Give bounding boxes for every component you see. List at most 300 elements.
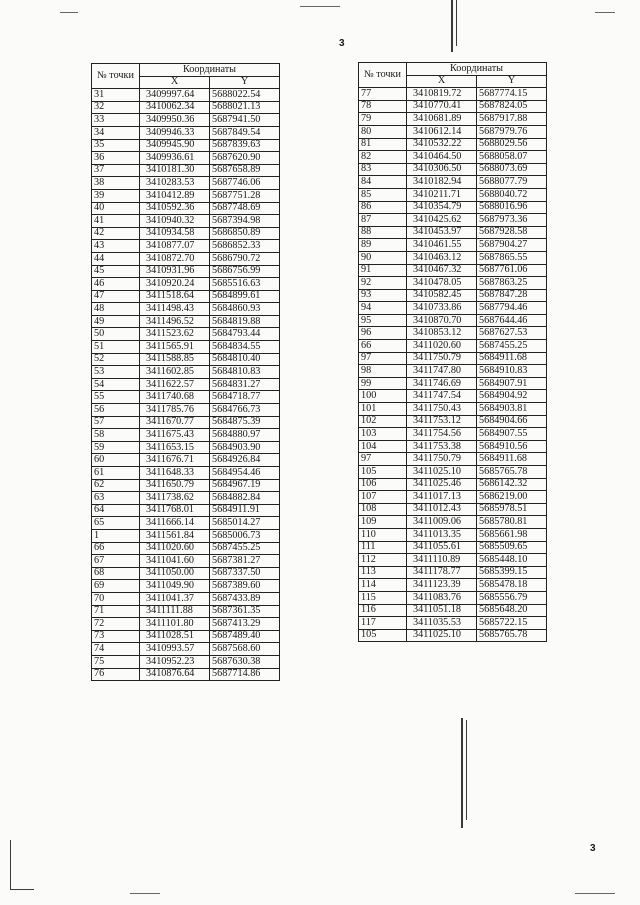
cell-point-number: 43	[92, 240, 140, 253]
cell-x: 3410934.58	[140, 227, 210, 240]
table-row	[92, 126, 280, 139]
cell-x: 3411753.12	[407, 415, 477, 428]
cell-y: 5684831.27	[210, 378, 280, 391]
table-row	[92, 366, 280, 379]
cell-x: 3410425.62	[407, 214, 477, 227]
cell-x: 3411670.77	[140, 416, 210, 429]
header-coordinates: Координаты	[407, 63, 547, 76]
cell-x: 3410461.55	[407, 239, 477, 252]
cell-point-number: 33	[92, 114, 140, 127]
cell-point-number: 84	[359, 176, 407, 189]
table-row	[359, 188, 547, 201]
table-row	[92, 479, 280, 492]
table-row	[359, 453, 547, 466]
cell-y: 5684904.66	[477, 415, 547, 428]
cell-x: 3410920.24	[140, 278, 210, 291]
cell-x: 3411178.77	[407, 566, 477, 579]
cell-y: 5685765.78	[477, 629, 547, 642]
table-row	[359, 100, 547, 113]
table-row	[92, 517, 280, 530]
cell-point-number: 59	[92, 441, 140, 454]
cell-y: 5687455.25	[477, 340, 547, 353]
cell-point-number: 53	[92, 366, 140, 379]
table-body-right	[359, 88, 547, 642]
cell-point-number: 85	[359, 188, 407, 201]
cell-y: 5687381.27	[210, 555, 280, 568]
cell-y: 5687979.76	[477, 125, 547, 138]
table-row	[359, 503, 547, 516]
cell-point-number: 51	[92, 341, 140, 354]
table-row	[359, 579, 547, 592]
cell-y: 5687489.40	[210, 630, 280, 643]
cell-point-number: 87	[359, 214, 407, 227]
table-row	[359, 340, 547, 353]
table-row	[359, 516, 547, 529]
cell-y: 5688058.07	[477, 151, 547, 164]
cell-x: 3411123.39	[407, 579, 477, 592]
cell-point-number: 1	[92, 529, 140, 542]
table-row	[92, 378, 280, 391]
table-row	[92, 504, 280, 517]
cell-point-number: 42	[92, 227, 140, 240]
cell-x: 3410952.23	[140, 655, 210, 668]
cell-x: 3411051.18	[407, 604, 477, 617]
cell-point-number: 111	[359, 541, 407, 554]
cell-y: 5684911.68	[477, 352, 547, 365]
cell-x: 3411588.85	[140, 353, 210, 366]
table-row	[359, 604, 547, 617]
cell-point-number: 48	[92, 303, 140, 316]
table-row	[92, 303, 280, 316]
cell-point-number: 36	[92, 152, 140, 165]
cell-y: 5684880.97	[210, 429, 280, 442]
cell-x: 3410467.32	[407, 264, 477, 277]
cell-y: 5687337.50	[210, 567, 280, 580]
table-row	[359, 251, 547, 264]
table-row	[359, 239, 547, 252]
cell-point-number: 99	[359, 377, 407, 390]
cell-point-number: 66	[359, 340, 407, 353]
table-row	[359, 201, 547, 214]
table-row	[359, 377, 547, 390]
header-x: X	[407, 75, 477, 88]
cell-x: 3410592.36	[140, 202, 210, 215]
cell-point-number: 61	[92, 467, 140, 480]
cell-y: 5685556.79	[477, 591, 547, 604]
table-row	[359, 591, 547, 604]
page-number-top: 3	[339, 38, 345, 49]
cell-y: 5686852.33	[210, 240, 280, 253]
table-row	[359, 528, 547, 541]
cell-point-number: 47	[92, 290, 140, 303]
cell-y: 5687714.86	[210, 668, 280, 681]
cell-y: 5687847.28	[477, 289, 547, 302]
cell-y: 5687433.89	[210, 592, 280, 605]
cell-y: 5685478.18	[477, 579, 547, 592]
table-row	[92, 580, 280, 593]
table-row	[92, 655, 280, 668]
cell-x: 3411740.68	[140, 391, 210, 404]
cell-y: 5687394.98	[210, 215, 280, 228]
cell-y: 5687849.54	[210, 126, 280, 139]
cell-x: 3410283.53	[140, 177, 210, 190]
cell-x: 3410453.97	[407, 226, 477, 239]
cell-x: 3411523.62	[140, 328, 210, 341]
cell-point-number: 94	[359, 302, 407, 315]
table-row	[92, 252, 280, 265]
cell-y: 5684904.92	[477, 390, 547, 403]
cell-y: 5687748.69	[210, 202, 280, 215]
cell-point-number: 100	[359, 390, 407, 403]
cell-y: 5688077.79	[477, 176, 547, 189]
table-row	[359, 390, 547, 403]
cell-point-number: 40	[92, 202, 140, 215]
cell-x: 3411041.60	[140, 555, 210, 568]
table-row	[359, 88, 547, 101]
table-row	[359, 415, 547, 428]
cell-point-number: 86	[359, 201, 407, 214]
table-row	[359, 440, 547, 453]
cell-y: 5687413.29	[210, 618, 280, 631]
cell-y: 5687389.60	[210, 580, 280, 593]
cell-point-number: 67	[92, 555, 140, 568]
cell-x: 3411049.90	[140, 580, 210, 593]
cell-point-number: 73	[92, 630, 140, 643]
cell-point-number: 41	[92, 215, 140, 228]
cell-x: 3410870.70	[407, 314, 477, 327]
table-row	[92, 429, 280, 442]
table-row	[359, 302, 547, 315]
cell-x: 3411622.57	[140, 378, 210, 391]
cell-y: 5685722.15	[477, 617, 547, 630]
cell-y: 5685780.81	[477, 516, 547, 529]
cell-point-number: 117	[359, 617, 407, 630]
cell-y: 5687973.36	[477, 214, 547, 227]
cell-y: 5684911.68	[477, 453, 547, 466]
cell-x: 3411110.89	[407, 554, 477, 567]
table-row	[92, 177, 280, 190]
table-row	[359, 125, 547, 138]
cell-x: 3411650.79	[140, 479, 210, 492]
table-row	[359, 176, 547, 189]
table-body-left	[92, 89, 280, 681]
cell-point-number: 77	[359, 88, 407, 101]
cell-point-number: 104	[359, 440, 407, 453]
cell-y: 5684967.19	[210, 479, 280, 492]
cell-point-number: 97	[359, 453, 407, 466]
cell-point-number: 113	[359, 566, 407, 579]
cell-point-number: 105	[359, 466, 407, 479]
cell-y: 5684882.84	[210, 492, 280, 505]
cell-x: 3410181.30	[140, 164, 210, 177]
cell-y: 5687751.28	[210, 189, 280, 202]
cell-x: 3411025.10	[407, 629, 477, 642]
cell-y: 5686219.00	[477, 491, 547, 504]
table-row	[92, 492, 280, 505]
cell-y: 5687865.55	[477, 251, 547, 264]
scan-line	[466, 720, 467, 820]
cell-point-number: 63	[92, 492, 140, 505]
table-row	[92, 315, 280, 328]
cell-x: 3410062.34	[140, 101, 210, 114]
cell-y: 5686850.89	[210, 227, 280, 240]
cell-point-number: 44	[92, 252, 140, 265]
cell-x: 3410464.50	[407, 151, 477, 164]
cell-x: 3411025.46	[407, 478, 477, 491]
cell-y: 5688022.54	[210, 89, 280, 102]
table-row	[92, 467, 280, 480]
cell-point-number: 108	[359, 503, 407, 516]
table-row	[92, 353, 280, 366]
table-row	[359, 629, 547, 642]
cell-x: 3411041.37	[140, 592, 210, 605]
table-row	[359, 491, 547, 504]
cell-point-number: 96	[359, 327, 407, 340]
cell-y: 5684834.55	[210, 341, 280, 354]
cell-point-number: 105	[359, 629, 407, 642]
cell-y: 5685399.15	[477, 566, 547, 579]
cell-x: 3411754.56	[407, 428, 477, 441]
cell-x: 3411035.53	[407, 617, 477, 630]
table-row	[359, 617, 547, 630]
cell-point-number: 75	[92, 655, 140, 668]
cell-point-number: 93	[359, 289, 407, 302]
table-row	[359, 277, 547, 290]
cell-point-number: 91	[359, 264, 407, 277]
cell-point-number: 103	[359, 428, 407, 441]
table-row	[359, 151, 547, 164]
cell-point-number: 35	[92, 139, 140, 152]
cell-y: 5684766.73	[210, 404, 280, 417]
cell-x: 3411747.54	[407, 390, 477, 403]
cell-point-number: 107	[359, 491, 407, 504]
cell-x: 3409997.64	[140, 89, 210, 102]
scan-speck	[300, 6, 340, 7]
table-row	[92, 391, 280, 404]
cell-point-number: 57	[92, 416, 140, 429]
scan-line	[10, 889, 34, 890]
cell-x: 3410853.12	[407, 327, 477, 340]
cell-point-number: 69	[92, 580, 140, 593]
cell-x: 3410819.72	[407, 88, 477, 101]
table-row	[359, 403, 547, 416]
cell-point-number: 109	[359, 516, 407, 529]
cell-y: 5687658.89	[210, 164, 280, 177]
header-y: Y	[210, 76, 280, 89]
cell-point-number: 78	[359, 100, 407, 113]
table-row	[92, 290, 280, 303]
header-point-number: № точки	[92, 64, 140, 89]
cell-point-number: 54	[92, 378, 140, 391]
cell-point-number: 31	[92, 89, 140, 102]
cell-x: 3409950.36	[140, 114, 210, 127]
cell-x: 3411009.06	[407, 516, 477, 529]
table-row	[92, 618, 280, 631]
cell-point-number: 39	[92, 189, 140, 202]
table-row	[359, 163, 547, 176]
cell-point-number: 74	[92, 643, 140, 656]
table-row	[92, 227, 280, 240]
cell-x: 3410582.45	[407, 289, 477, 302]
cell-y: 5687917.88	[477, 113, 547, 126]
scan-speck	[130, 893, 160, 894]
cell-y: 5687904.27	[477, 239, 547, 252]
cell-y: 5687630.38	[210, 655, 280, 668]
cell-point-number: 83	[359, 163, 407, 176]
table-row	[92, 542, 280, 555]
cell-point-number: 64	[92, 504, 140, 517]
cell-x: 3410354.79	[407, 201, 477, 214]
cell-x: 3410931.96	[140, 265, 210, 278]
cell-x: 3410532.22	[407, 138, 477, 151]
cell-point-number: 80	[359, 125, 407, 138]
page-number-bottom: 3	[590, 843, 596, 854]
cell-x: 3410940.32	[140, 215, 210, 228]
cell-x: 3411746.69	[407, 377, 477, 390]
table-row	[359, 428, 547, 441]
cell-y: 5687761.06	[477, 264, 547, 277]
cell-point-number: 116	[359, 604, 407, 617]
cell-y: 5688040.72	[477, 188, 547, 201]
table-row	[92, 567, 280, 580]
cell-x: 3411028.51	[140, 630, 210, 643]
cell-x: 3411750.43	[407, 403, 477, 416]
cell-y: 5687774.15	[477, 88, 547, 101]
cell-point-number: 90	[359, 251, 407, 264]
table-row	[92, 668, 280, 681]
cell-x: 3411025.10	[407, 466, 477, 479]
cell-y: 5687794.46	[477, 302, 547, 315]
table-row	[359, 554, 547, 567]
cell-x: 3411017.13	[407, 491, 477, 504]
scan-line	[456, 0, 457, 46]
table-row	[92, 164, 280, 177]
cell-y: 5684903.90	[210, 441, 280, 454]
table-row	[359, 214, 547, 227]
cell-point-number: 112	[359, 554, 407, 567]
cell-point-number: 50	[92, 328, 140, 341]
cell-y: 5684810.40	[210, 353, 280, 366]
cell-x: 3411083.76	[407, 591, 477, 604]
cell-x: 3410412.89	[140, 189, 210, 202]
table-row	[359, 113, 547, 126]
cell-x: 3411565.91	[140, 341, 210, 354]
table-row	[92, 89, 280, 102]
cell-y: 5684793.44	[210, 328, 280, 341]
scan-line	[451, 0, 453, 52]
table-row	[359, 327, 547, 340]
cell-y: 5684819.88	[210, 315, 280, 328]
cell-point-number: 70	[92, 592, 140, 605]
cell-y: 5688016.96	[477, 201, 547, 214]
cell-x: 3411648.33	[140, 467, 210, 480]
cell-y: 5688021.13	[210, 101, 280, 114]
table-row	[359, 365, 547, 378]
cell-x: 3411013.35	[407, 528, 477, 541]
cell-point-number: 98	[359, 365, 407, 378]
table-row	[92, 592, 280, 605]
table-row	[92, 152, 280, 165]
cell-point-number: 102	[359, 415, 407, 428]
cell-point-number: 32	[92, 101, 140, 114]
table-row	[92, 202, 280, 215]
cell-x: 3410463.12	[407, 251, 477, 264]
cell-y: 5687455.25	[210, 542, 280, 555]
cell-y: 5686790.72	[210, 252, 280, 265]
cell-x: 3411675.43	[140, 429, 210, 442]
cell-point-number: 97	[359, 352, 407, 365]
cell-y: 5684860.93	[210, 303, 280, 316]
cell-point-number: 95	[359, 314, 407, 327]
cell-x: 3411747.80	[407, 365, 477, 378]
cell-x: 3410478.05	[407, 277, 477, 290]
cell-point-number: 66	[92, 542, 140, 555]
table-row	[92, 341, 280, 354]
cell-x: 3411666.14	[140, 517, 210, 530]
table-row	[92, 416, 280, 429]
cell-y: 5687863.25	[477, 277, 547, 290]
cell-x: 3410876.64	[140, 668, 210, 681]
table-row	[359, 466, 547, 479]
table-row	[92, 278, 280, 291]
cell-point-number: 72	[92, 618, 140, 631]
cell-x: 3409946.33	[140, 126, 210, 139]
cell-y: 5685006.73	[210, 529, 280, 542]
cell-y: 5684910.83	[477, 365, 547, 378]
cell-y: 5684907.55	[477, 428, 547, 441]
cell-y: 5686142.32	[477, 478, 547, 491]
table-row	[359, 264, 547, 277]
cell-point-number: 58	[92, 429, 140, 442]
cell-x: 3409945.90	[140, 139, 210, 152]
table-row	[92, 265, 280, 278]
cell-x: 3411055.61	[407, 541, 477, 554]
cell-x: 3411101.80	[140, 618, 210, 631]
cell-point-number: 71	[92, 605, 140, 618]
table-row	[92, 215, 280, 228]
cell-x: 3411498.43	[140, 303, 210, 316]
cell-y: 5684911.91	[210, 504, 280, 517]
cell-y: 5685765.78	[477, 466, 547, 479]
cell-point-number: 106	[359, 478, 407, 491]
cell-y: 5685648.20	[477, 604, 547, 617]
table-row	[359, 478, 547, 491]
table-row	[359, 541, 547, 554]
cell-y: 5688073.69	[477, 163, 547, 176]
header-coordinates: Координаты	[140, 64, 280, 77]
cell-x: 3410306.50	[407, 163, 477, 176]
cell-x: 3410770.41	[407, 100, 477, 113]
cell-x: 3411050.00	[140, 567, 210, 580]
cell-point-number: 62	[92, 479, 140, 492]
table-row	[92, 328, 280, 341]
cell-x: 3409936.61	[140, 152, 210, 165]
cell-point-number: 89	[359, 239, 407, 252]
table-row	[92, 101, 280, 114]
cell-x: 3410872.70	[140, 252, 210, 265]
cell-point-number: 60	[92, 454, 140, 467]
scan-speck	[595, 12, 615, 13]
cell-x: 3410993.57	[140, 643, 210, 656]
cell-x: 3411020.60	[140, 542, 210, 555]
cell-y: 5685014.27	[210, 517, 280, 530]
cell-y: 5685661.98	[477, 528, 547, 541]
cell-x: 3410733.86	[407, 302, 477, 315]
cell-y: 5685978.51	[477, 503, 547, 516]
table-row	[359, 289, 547, 302]
table-row	[359, 314, 547, 327]
cell-x: 3410681.89	[407, 113, 477, 126]
